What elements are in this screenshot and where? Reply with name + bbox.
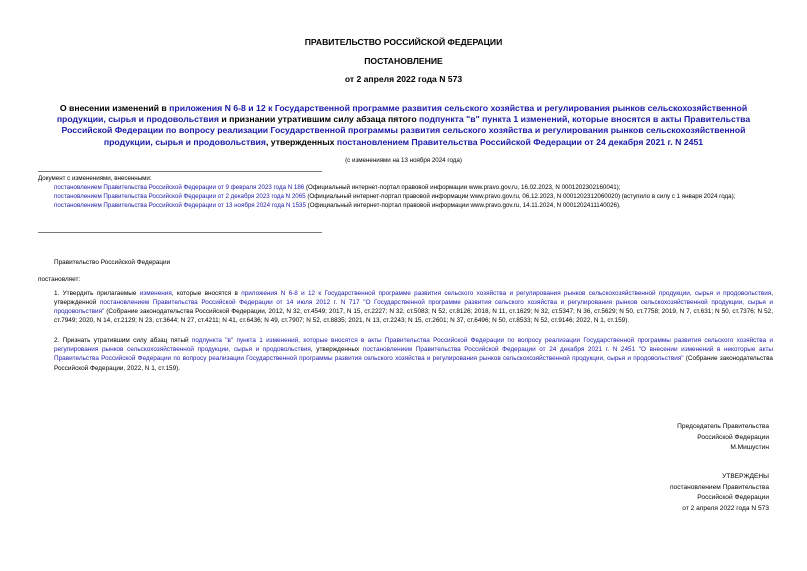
approval-date: от 2 апреля 2022 года N 573 (682, 504, 769, 512)
change-history-link[interactable]: постановлением Правительства Российской Федерации от 13 ноября 2024 года N 1535 (54, 202, 306, 209)
link-resolution-717[interactable]: постановлением Правительства Российской Федерации от 14 июля 2012 г. N 717 "О Государственной программе развития сельского хозяйства и регулирования рынков сельскохозяйственной продукции, сырья и продовольствия" (54, 298, 773, 316)
approval-org: Российской Федерации (697, 494, 769, 502)
link-changes[interactable]: изменения (139, 289, 172, 297)
government-heading: ПРАВИТЕЛЬСТВО РОССИЙСКОЙ ФЕДЕРАЦИИ (304, 37, 503, 47)
signature-title: Председатель Правительства (677, 423, 769, 430)
signature-name: М.Мишустин (730, 444, 769, 452)
title-link-subclause[interactable]: подпункта "в" пункта 1 изменений, которые вносятся в акты Правительства Российской Федерации по вопросу реализации Государственной программы развития сельского хозяйства и регулирования рынков сельскохозяйственной продукции, сырья и продовольствия (61, 114, 751, 147)
document-title (50, 103, 757, 148)
title-text: , утвержденных (265, 136, 337, 147)
change-history-item: постановлением Правительства Российской Федерации от 2 декабря 2023 года N 2065 (Официальный интернет-портал правовой информации www.pravo.gov.ru, 06.12.2023, N 0001202312060020) (вступило в силу с 1 января 2024 года); (54, 193, 736, 200)
document-type: ПОСТАНОВЛЕНИЕ (364, 56, 443, 66)
link-appendices[interactable]: приложения N 6-8 и 12 к Государственной программе развития сельского хозяйства и регулирования рынков сельскохозяйственной продукции, сырья и продовольствия (241, 289, 772, 297)
title-text: О внесении изменений в (59, 103, 170, 113)
title-text: и признании утратившим силу абзаца пятого (218, 114, 420, 125)
title-link-resolution-2451[interactable]: постановлением Правительства Российской Федерации от 24 декабря 2021 г. N 2451 (336, 136, 704, 147)
link-subclause[interactable]: подпункта "в" пункта 1 изменений, которые вносятся в акты Правительства Российской Федерации по вопросу реализации Государственной программы развития сельского хозяйства и регулирования рынков сельскохозяйственной продукции, сырья и продовольствия (54, 336, 773, 354)
approval-block (569, 472, 769, 514)
change-history-item: постановлением Правительства Российской Федерации от 9 февраля 2023 года N 186 (Официальный интернет-портал правовой информации www.pravo.gov.ru, 16.02.2023, N 0001202302160041); (54, 184, 621, 191)
document-date-number: от 2 апреля 2022 года N 573 (344, 74, 463, 84)
link-resolution-2451[interactable]: постановлением Правительства Российской Федерации от 24 декабря 2021 г. N 2451 "О внесении изменений в некоторые акты Правительства Российской Федерации по вопросу реализации Государственной программы развития сельского хозяйства и регулирования рынков сельскохозяйственной продукции, сырья и продовольствия" (54, 346, 773, 363)
approval-by: постановлением Правительства (669, 483, 769, 491)
approval-heading: УТВЕРЖДЕНЫ (722, 473, 769, 480)
paragraph-1: 1. Утвердить прилагаемые изменения, которые вносятся в приложения N 6-8 и 12 к Государственной программе развития сельского хозяйства и регулирования рынков сельскохозяйственной продукции, сырья и продовольствия, утвержденной постановлением Правительства Российской Федерации от 14 июля 2012 г. N 717 "О Государственной программе развития сельского хозяйства и регулирования рынков сельскохозяйственной продукции, сырья и продовольствия" (Собрание законодательства Российской Федерации, 2012, N 32, ст.4549; 2017, N 15, ст.2227; N 32, ст.5083; N 52, ст.8126; 2018, N 11, ст.1629; N 32, ст.5347; N 36, ст.5629; N 50, ст.7758; 2019, N 7, ст.631; N 50, ст.7376; N 52, ст.7949; 2020, N 14, ст.2129; N 23, ст.3644; N 27, ст.4211; N 41, ст.6436; N 49, ст.7907; N 52, ст.8835; 2021, N 13, ст.2243; N 15, ст.2601; N 37, ст.6496; N 50, ст.8533; N 52, ст.9146; 2022, N 1, ст.159). (54, 289, 774, 325)
change-history-link[interactable]: постановлением Правительства Российской Федерации от 9 февраля 2023 года N 186 (54, 184, 305, 191)
issuer-line: Правительство Российской Федерации (54, 259, 171, 266)
change-history-link[interactable]: постановлением Правительства Российской Федерации от 2 декабря 2023 года N 2065 (54, 193, 306, 200)
paragraph-2: 2. Признать утратившим силу абзац пятый подпункта "в" пункта 1 изменений, которые вносятся в акты Правительства Российской Федерации по вопросу реализации Государственной программы развития сельского хозяйства и регулирования рынков сельскохозяйственной продукции, сырья и продовольствия, утвержденных постановлением Правительства Российской Федерации от 24 декабря 2021 г. N 2451 "О внесении изменений в некоторые акты Правительства Российской Федерации по вопросу реализации Государственной программы развития сельского хозяйства и регулирования рынков сельскохозяйственной продукции, сырья и продовольствия" (Собрание законодательства Российской Федерации, 2022, N 1, ст.159). (54, 336, 773, 372)
decides-line: постановляет: (38, 276, 81, 284)
divider-bottom (38, 232, 322, 233)
title-link-appendices[interactable]: приложения N 6-8 и 12 к Государственной программе развития сельского хозяйства и регулирования рынков сельскохозяйственной продукции, сырья и продовольствия (56, 103, 748, 125)
signature-block (569, 422, 769, 454)
divider-top (38, 171, 322, 172)
revision-note: (с изменениями на 13 ноября 2024 года) (345, 157, 462, 164)
document-body (38, 258, 773, 373)
change-history-item: постановлением Правительства Российской Федерации от 13 ноября 2024 года N 1535 (Официальный интернет-портал правовой информации www.pravo.gov.ru, 14.11.2024, N 0001202411140026). (54, 202, 621, 209)
change-history-heading: Документ с изменениями, внесенными: (38, 175, 152, 182)
signature-org: Российской Федерации (697, 433, 769, 441)
change-history (38, 174, 773, 210)
